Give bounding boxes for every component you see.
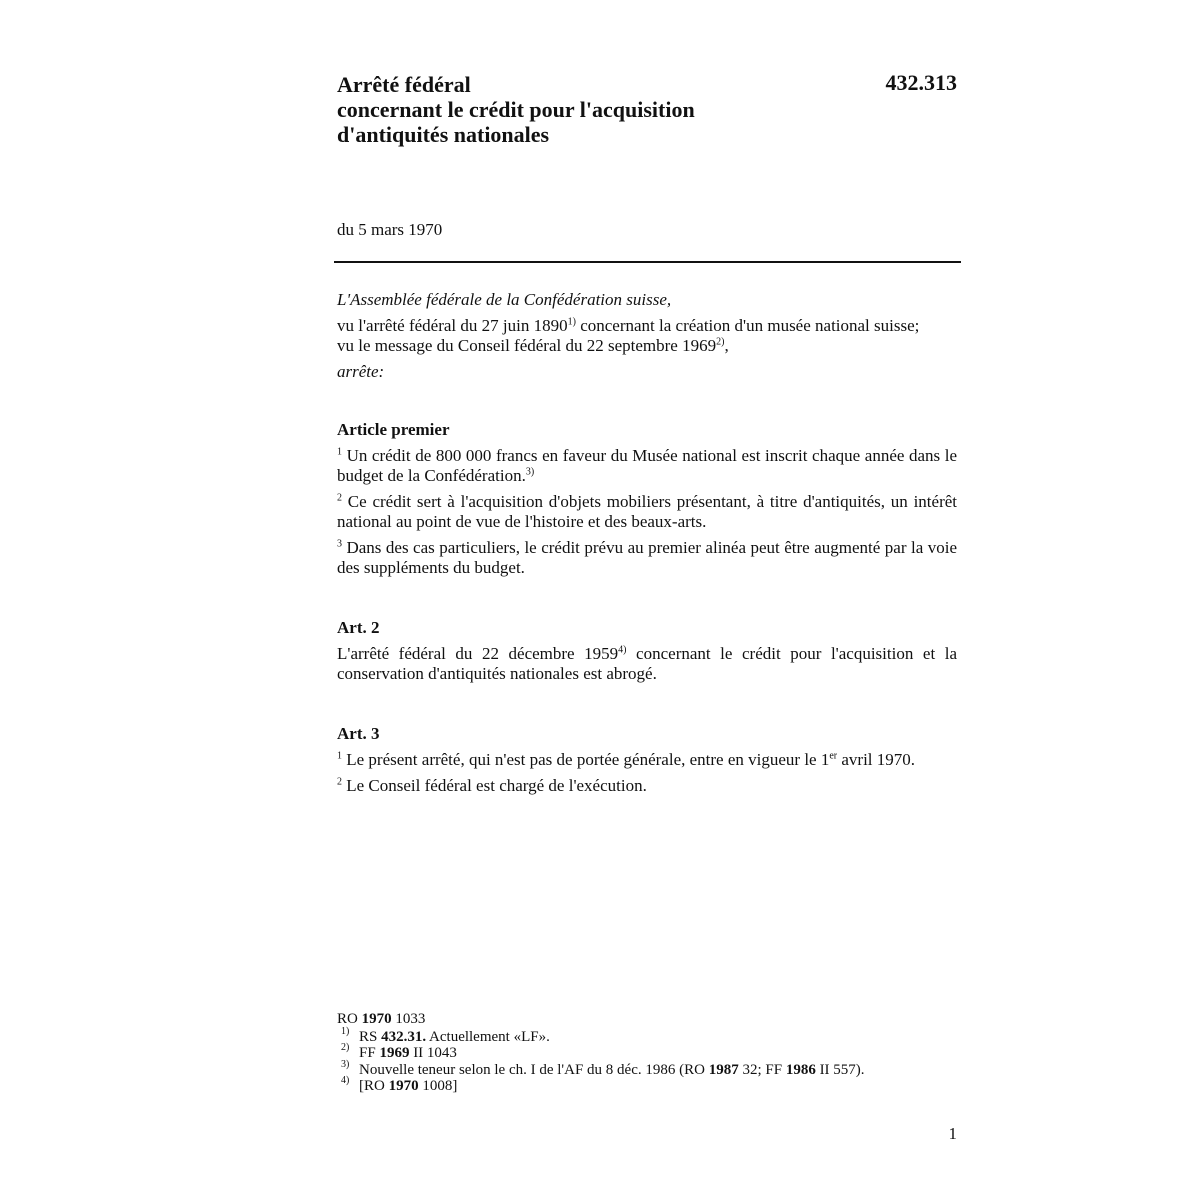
article-1-paragraph-1: $^1$ Un crédit de 800 000 francs en faveur du Musée national est inscrit chaque année dans le budget de la Confédération.$^{3)}$ <box>337 446 957 485</box>
preamble-assembly: L'Assemblée fédérale de la Confédération suisse, <box>337 290 672 309</box>
horizontal-rule <box>334 261 961 263</box>
title-line-1: Arrêté fédéral <box>337 72 471 97</box>
document-date: du 5 mars 1970 <box>337 220 443 239</box>
footnotes <box>337 1011 957 1095</box>
article-3-heading: Art. 3 <box>337 724 380 743</box>
footnote-ref-4[interactable]: 4) <box>618 644 627 656</box>
footnote-2: 2) FF 1969 II 1043 <box>341 1042 457 1061</box>
article-3-paragraph-1: $^1$ Le présent arrêté, qui n'est pas de portée générale, entre en vigueur le 1er avril 1970. <box>337 750 916 769</box>
document-title <box>337 72 837 147</box>
article-2-heading: Art. 2 <box>337 618 380 637</box>
title-line-2: concernant le crédit pour l'acquisition <box>337 97 695 122</box>
footnote-4: 4) [RO 1970 1008] <box>341 1075 458 1094</box>
preamble-vu-1: vu l'arrêté fédéral du 27 juin 1890$^{1)}$ concernant la création d'un musée national suisse; <box>337 316 920 335</box>
preamble-vu-2: vu le message du Conseil fédéral du 22 septembre 1969$^{2)}$, <box>337 336 729 355</box>
document-page <box>337 0 957 1200</box>
article-1-heading: Article premier <box>337 420 450 439</box>
article-1-paragraph-3: $^3$ Dans des cas particuliers, le crédit prévu au premier alinéa peut être augmenté par la voie des suppléments du budget. <box>337 538 957 577</box>
footnote-1: 1) RS 432.31. Actuellement «LF». <box>341 1025 550 1045</box>
article-2-text: L'arrêté fédéral du 22 décembre 1959$^{4)}$ concernant le crédit pour l'acquisition et la conservation d'antiquités nationales est abrogé. <box>337 644 957 683</box>
footnote-ref-2[interactable]: 2) <box>716 336 725 348</box>
sr-number: 432.313 <box>885 70 957 95</box>
ro-reference: RO 1970 1033 <box>337 1011 426 1027</box>
page-number: 1 <box>948 1124 957 1143</box>
article-3-paragraph-2: $^2$ Le Conseil fédéral est chargé de l'exécution. <box>337 776 647 795</box>
document-body <box>337 290 957 802</box>
footnote-ref-3[interactable]: 3) <box>525 466 535 478</box>
preamble-arrete: arrête: <box>337 362 385 381</box>
footnote-3: 3) Nouvelle teneur selon le ch. I de l'AF du 8 déc. 1986 (RO 1987 32; FF 1986 II 557). <box>341 1058 865 1078</box>
footnote-ref-1[interactable]: 1) <box>567 316 576 328</box>
title-line-3: d'antiquités nationales <box>337 122 550 147</box>
article-1-paragraph-2: $^2$ Ce crédit sert à l'acquisition d'objets mobiliers présentant, à titre d'antiquités, un intérêt national au point de vue de l'histoire et des beaux-arts. <box>337 492 957 531</box>
